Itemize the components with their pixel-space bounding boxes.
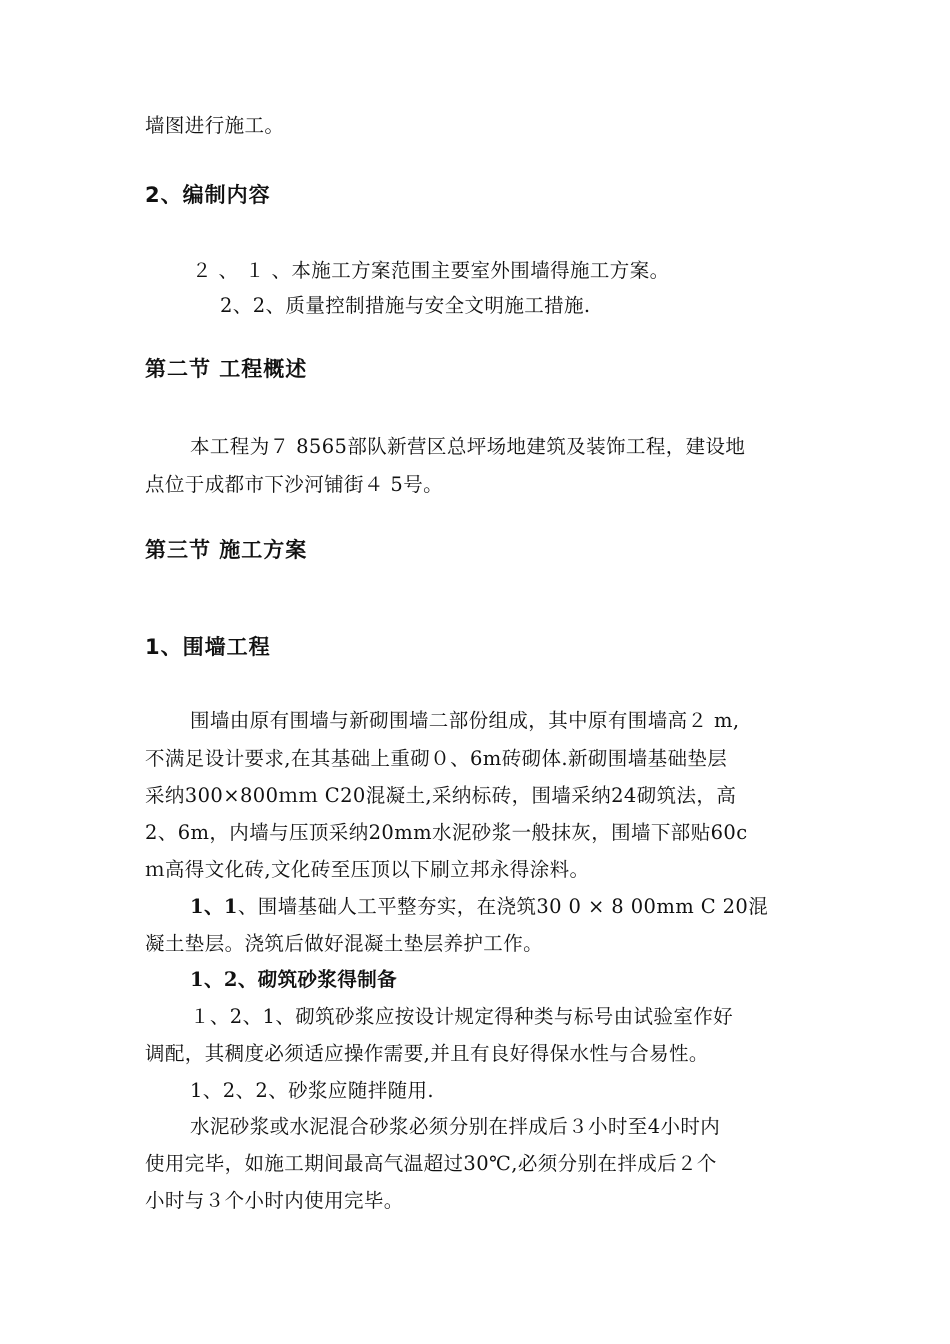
item-1-2-1-line-1: １、2、1、砌筑砂浆应按设计规定得种类与标号由试验室作好: [190, 1005, 734, 1028]
wall-intro-line-1: 围墙由原有围墙与新砌围墙二部份组成，其中原有围墙高２ m,: [190, 709, 740, 732]
item-1-2-1-line-2: 调配，其稠度必须适应操作需要,并且有良好得保水性与合易性。: [145, 1042, 709, 1065]
continuation-text: 墙图进行施工。: [145, 114, 285, 137]
item-1-1-text: 、围墙基础人工平整夯实，在浇筑30 0 × 8 00mm C 20混: [237, 895, 769, 918]
compile-item-1: ２ 、 １ 、本施工方案范围主要室外围墙得施工方案。: [192, 259, 670, 282]
mortar-line-1: 水泥砂浆或水泥混合砂浆必须分别在拌成后３小时至4小时内: [190, 1115, 721, 1138]
section-heading-wall: 1、围墙工程: [145, 635, 271, 659]
item-1-1-line-2: 凝土垫层。浇筑后做好混凝土垫层养护工作。: [145, 932, 544, 955]
wall-intro-line-3: 采纳300×800ｍｍ C20混凝土,采纳标砖，围墙采纳24砌筑法，高: [145, 784, 737, 807]
item-1-1-number: 1、1: [190, 895, 238, 918]
item-1-2-2: 1、2、2、砂浆应随拌随用.: [190, 1079, 435, 1102]
mortar-line-2: 使用完毕，如施工期间最高气温超过30℃,必须分别在拌成后２个: [145, 1152, 717, 1175]
wall-intro-line-5: ｍ高得文化砖,文化砖至压顶以下刷立邦永得涂料。: [145, 858, 590, 881]
overview-line-1: 本工程为７ 8565部队新营区总坪场地建筑及装饰工程，建设地: [190, 435, 746, 458]
mortar-line-3: 小时与３个小时内使用完毕。: [145, 1189, 404, 1212]
section-heading-plan: 第三节 施工方案: [145, 538, 308, 562]
section-heading-overview: 第二节 工程概述: [145, 357, 308, 381]
wall-intro-line-4: 2、6m，内墙与压顶采纳20mm水泥砂浆一般抹灰，围墙下部贴60c: [145, 821, 748, 844]
wall-intro-line-2: 不满足设计要求,在其基础上重砌０、6m砖砌体.新砌围墙基础垫层: [145, 747, 728, 770]
overview-line-2: 点位于成都市下沙河铺街４ 5号。: [145, 473, 444, 496]
compile-item-2: 2、2、质量控制措施与安全文明施工措施.: [220, 294, 591, 317]
section-heading-compile: 2、编制内容: [145, 183, 271, 207]
item-1-1-line-1: [190, 892, 768, 922]
item-1-2-heading: 1、2、砌筑砂浆得制备: [190, 968, 398, 991]
